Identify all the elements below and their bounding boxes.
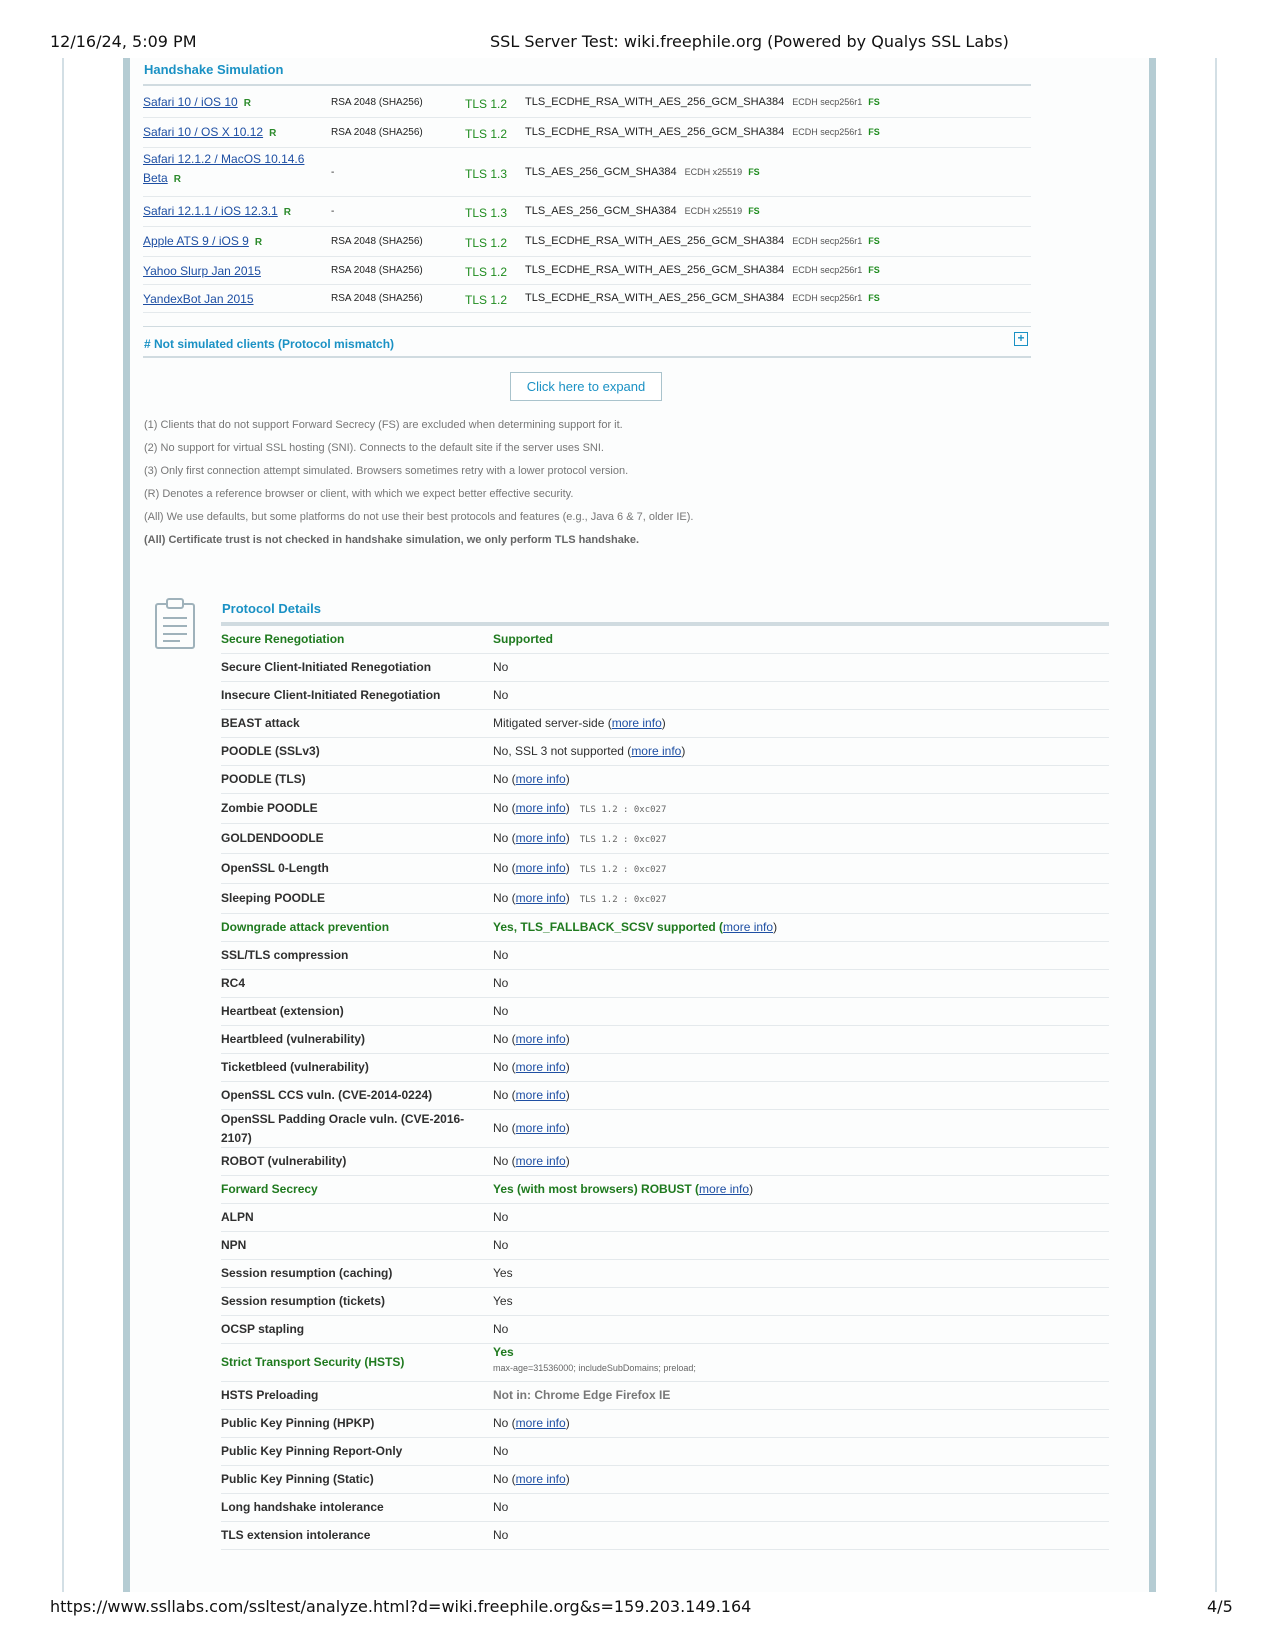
value-text: No (	[493, 861, 516, 875]
value-close: )	[661, 716, 666, 730]
client-link[interactable]: Apple ATS 9 / iOS 9	[143, 234, 249, 248]
cert-cell: RSA 2048 (SHA256)	[331, 236, 423, 247]
handshake-row	[143, 227, 1031, 257]
protocol-label: Public Key Pinning Report-Only	[221, 1444, 403, 1458]
cipher-suite-cell	[525, 235, 880, 247]
client-link[interactable]: YandexBot Jan 2015	[143, 292, 254, 306]
note-line: (2) No support for virtual SSL hosting (SNI). Connects to the default site if the server uses SNI.	[144, 442, 604, 454]
protocol-label: Forward Secrecy	[221, 1182, 318, 1196]
cipher-suite: TLS_AES_256_GCM_SHA384	[525, 166, 677, 178]
forward-secrecy-badge: FS	[868, 127, 880, 137]
protocol-value	[493, 1004, 508, 1018]
value-close: )	[773, 920, 778, 934]
more-info-link[interactable]: more info	[515, 1472, 566, 1486]
protocol-label: HSTS Preloading	[221, 1388, 319, 1402]
value-close: )	[565, 1416, 570, 1430]
cert-cell: RSA 2048 (SHA256)	[331, 127, 423, 138]
more-info-link[interactable]: more info	[515, 1032, 566, 1046]
cipher-id: TLS 1.2 : 0xc027	[579, 895, 667, 905]
cipher-suite-cell	[525, 166, 760, 178]
note-line: (3) Only first connection attempt simulated. Browsers sometimes retry with a lower protocol version.	[144, 465, 629, 477]
protocol-row	[221, 1344, 1109, 1382]
reference-badge: R	[243, 98, 251, 109]
client-cell	[143, 262, 318, 281]
value-text: No (	[493, 1088, 516, 1102]
cipher-suite: TLS_ECDHE_RSA_WITH_AES_256_GCM_SHA384	[525, 264, 785, 276]
print-date: 12/16/24, 5:09 PM	[50, 32, 197, 51]
protocol-value	[493, 1121, 570, 1135]
protocol-value	[493, 1388, 670, 1402]
value-close: )	[565, 1472, 570, 1486]
cipher-suite-cell	[525, 264, 880, 276]
value-text: No (	[493, 891, 516, 905]
protocol-row	[221, 710, 1109, 738]
value-text: No	[493, 976, 509, 990]
key-exchange: ECDH secp256r1	[792, 97, 863, 107]
protocol-row	[221, 942, 1109, 970]
value-text: No	[493, 660, 509, 674]
value-close: )	[681, 744, 686, 758]
client-cell	[143, 150, 318, 189]
protocol-row	[221, 1382, 1109, 1410]
cipher-id: TLS 1.2 : 0xc027	[579, 835, 667, 845]
forward-secrecy-badge: FS	[748, 167, 760, 177]
protocol-cell: TLS 1.2	[465, 97, 508, 111]
protocol-value	[493, 1032, 570, 1046]
more-info-link[interactable]: more info	[515, 891, 566, 905]
protocol-label: Heartbeat (extension)	[221, 1004, 344, 1018]
key-exchange: ECDH secp256r1	[792, 265, 863, 275]
value-text: No (	[493, 1060, 516, 1074]
protocol-value	[493, 1345, 696, 1373]
protocol-row	[221, 626, 1109, 654]
client-cell	[143, 202, 318, 222]
handshake-row	[143, 285, 1031, 313]
section-divider	[143, 356, 1031, 358]
key-exchange: ECDH secp256r1	[792, 127, 863, 137]
protocol-row	[221, 1054, 1109, 1082]
value-text: Supported	[493, 632, 553, 646]
value-text: No	[493, 948, 509, 962]
cipher-suite: TLS_ECDHE_RSA_WITH_AES_256_GCM_SHA384	[525, 126, 785, 138]
more-info-link[interactable]: more info	[515, 801, 566, 815]
protocol-label: ALPN	[221, 1210, 254, 1224]
value-text: Yes	[493, 1294, 513, 1308]
protocol-row	[221, 1288, 1109, 1316]
client-cell	[143, 93, 318, 113]
protocol-row	[221, 884, 1109, 914]
protocol-row	[221, 1148, 1109, 1176]
value-text: No (	[493, 1154, 516, 1168]
protocol-cell: TLS 1.2	[465, 293, 508, 307]
protocol-label: Insecure Client-Initiated Renegotiation	[221, 688, 441, 702]
protocol-row	[221, 738, 1109, 766]
protocol-row	[221, 1232, 1109, 1260]
cert-cell: -	[331, 167, 335, 178]
protocol-row	[221, 854, 1109, 884]
note-line: (R) Denotes a reference browser or client, with which we expect better effective security.	[144, 488, 574, 500]
print-url: https://www.ssllabs.com/ssltest/analyze.html?d=wiki.freephile.org&s=159.203.149.164	[50, 1597, 752, 1616]
value-text: No (	[493, 1472, 516, 1486]
not-simulated-clients-header[interactable]: # Not simulated clients (Protocol mismatch)	[144, 337, 395, 351]
protocol-row	[221, 1466, 1109, 1494]
forward-secrecy-badge: FS	[868, 265, 880, 275]
more-info-link[interactable]: more info	[515, 1088, 566, 1102]
protocol-label: OpenSSL Padding Oracle vuln. (CVE-2016-2107)	[221, 1112, 465, 1145]
protocol-label: Ticketbleed (vulnerability)	[221, 1060, 369, 1074]
handshake-row	[143, 148, 1031, 197]
protocol-row	[221, 794, 1109, 824]
protocol-value	[493, 1182, 753, 1196]
protocol-label: BEAST attack	[221, 716, 300, 730]
page-border-left	[123, 58, 130, 1592]
value-close: )	[565, 891, 570, 905]
protocol-value	[493, 976, 508, 990]
protocol-label: Zombie POODLE	[221, 801, 318, 815]
protocol-label: Sleeping POODLE	[221, 891, 326, 905]
cert-cell: RSA 2048 (SHA256)	[331, 97, 423, 108]
cipher-suite-cell	[525, 292, 880, 304]
protocol-value	[493, 688, 508, 702]
forward-secrecy-badge: FS	[868, 97, 880, 107]
protocol-value	[493, 861, 666, 875]
protocol-label: Long handshake intolerance	[221, 1500, 384, 1514]
key-exchange: ECDH x25519	[684, 206, 743, 216]
protocol-row	[221, 1260, 1109, 1288]
click-to-expand-button[interactable]: Click here to expand	[510, 372, 662, 401]
value-text: No	[493, 1500, 509, 1514]
handshake-simulation-title: Handshake Simulation	[144, 62, 284, 77]
clipboard-icon	[154, 598, 196, 650]
value-text: No (	[493, 1121, 516, 1135]
protocol-label: Session resumption (tickets)	[221, 1294, 386, 1308]
protocol-label: POODLE (SSLv3)	[221, 744, 320, 758]
protocol-label: SSL/TLS compression	[221, 948, 349, 962]
cipher-id: TLS 1.2 : 0xc027	[579, 865, 667, 875]
key-exchange: ECDH secp256r1	[792, 293, 863, 303]
note-line: (1) Clients that do not support Forward Secrecy (FS) are excluded when determining support for it.	[144, 419, 623, 431]
cert-cell: RSA 2048 (SHA256)	[331, 265, 423, 276]
protocol-row	[221, 1204, 1109, 1232]
value-text: No	[493, 1004, 509, 1018]
value-close: )	[749, 1182, 754, 1196]
print-title: SSL Server Test: wiki.freephile.org (Powered by Qualys SSL Labs)	[490, 32, 1009, 51]
cipher-id: TLS 1.2 : 0xc027	[579, 805, 667, 815]
protocol-value	[493, 772, 570, 786]
protocol-label: OCSP stapling	[221, 1322, 305, 1336]
value-close: )	[565, 801, 570, 815]
expand-plus-icon[interactable]: +	[1014, 332, 1028, 346]
protocol-row	[221, 1316, 1109, 1344]
protocol-value	[493, 801, 666, 815]
more-info-link[interactable]: more info	[631, 744, 682, 758]
protocol-value	[493, 948, 508, 962]
key-exchange: ECDH x25519	[684, 167, 743, 177]
handshake-table	[143, 88, 1031, 313]
protocol-label: Secure Renegotiation	[221, 632, 345, 646]
protocol-label: Strict Transport Security (HSTS)	[221, 1355, 405, 1369]
value-text: No (	[493, 1416, 516, 1430]
protocol-value	[493, 1444, 508, 1458]
protocol-value	[493, 1472, 570, 1486]
protocol-label: POODLE (TLS)	[221, 772, 306, 786]
protocol-label: ROBOT (vulnerability)	[221, 1154, 347, 1168]
section-divider	[143, 84, 1031, 86]
more-info-link[interactable]: more info	[515, 1154, 566, 1168]
row-divider	[143, 326, 1031, 327]
key-exchange: ECDH secp256r1	[792, 236, 863, 246]
value-text: No (	[493, 831, 516, 845]
value-close: )	[565, 861, 570, 875]
protocol-label: Session resumption (caching)	[221, 1266, 393, 1280]
protocol-label: Secure Client-Initiated Renegotiation	[221, 660, 432, 674]
protocol-row	[221, 1438, 1109, 1466]
protocol-label: Heartbleed (vulnerability)	[221, 1032, 366, 1046]
protocol-value	[493, 1154, 570, 1168]
cert-cell: -	[331, 206, 335, 217]
more-info-link[interactable]: more info	[611, 716, 662, 730]
forward-secrecy-badge: FS	[868, 293, 880, 303]
more-info-link[interactable]: more info	[515, 831, 566, 845]
protocol-row	[221, 1494, 1109, 1522]
value-close: )	[565, 1032, 570, 1046]
protocol-cell: TLS 1.2	[465, 265, 508, 279]
value-text: Yes	[493, 1345, 514, 1359]
note-line: (All) Certificate trust is not checked in handshake simulation, we only perform TLS handshake.	[144, 534, 640, 546]
protocol-value	[493, 744, 685, 758]
protocol-row	[221, 1410, 1109, 1438]
cipher-suite-cell	[525, 126, 880, 138]
protocol-value	[493, 1322, 508, 1336]
protocol-value	[493, 1500, 508, 1514]
forward-secrecy-badge: FS	[748, 206, 760, 216]
protocol-value	[493, 1088, 570, 1102]
protocol-label: Public Key Pinning (HPKP)	[221, 1416, 375, 1430]
protocol-value	[493, 660, 508, 674]
reference-badge: R	[269, 128, 277, 139]
protocol-row	[221, 1026, 1109, 1054]
value-close: )	[565, 772, 570, 786]
value-text: No, SSL 3 not supported (	[493, 744, 632, 758]
more-info-link[interactable]: more info	[699, 1182, 750, 1196]
reference-badge: R	[254, 237, 263, 248]
value-close: )	[565, 1154, 570, 1168]
value-text: Yes	[493, 1266, 513, 1280]
protocol-value	[493, 831, 666, 845]
protocol-value	[493, 1238, 508, 1252]
protocol-label: TLS extension intolerance	[221, 1528, 371, 1542]
handshake-notes	[144, 414, 1024, 552]
protocol-row	[221, 998, 1109, 1026]
value-text: Yes (with most browsers) ROBUST (	[493, 1182, 700, 1196]
value-text: No	[493, 1210, 509, 1224]
more-info-link[interactable]: more info	[515, 861, 566, 875]
protocol-cell: TLS 1.2	[465, 127, 508, 141]
page-border-right-outer	[1215, 58, 1217, 1592]
protocol-label: OpenSSL CCS vuln. (CVE-2014-0224)	[221, 1088, 433, 1102]
protocol-label: Public Key Pinning (Static)	[221, 1472, 374, 1486]
protocol-value	[493, 1060, 570, 1074]
protocol-label: NPN	[221, 1238, 247, 1252]
value-text: Yes, TLS_FALLBACK_SCSV supported (	[493, 920, 724, 934]
protocol-label: GOLDENDOODLE	[221, 831, 324, 845]
handshake-row	[143, 118, 1031, 148]
protocol-value	[493, 1294, 513, 1308]
protocol-row	[221, 1522, 1109, 1550]
more-info-link[interactable]: more info	[515, 1121, 566, 1135]
protocol-row	[221, 970, 1109, 998]
handshake-row	[143, 197, 1031, 227]
value-text: No	[493, 1322, 509, 1336]
value-text: No	[493, 1528, 509, 1542]
cipher-suite-cell	[525, 205, 760, 217]
client-link[interactable]: Safari 12.1.1 / iOS 12.3.1	[143, 204, 278, 218]
value-text: No	[493, 1238, 509, 1252]
handshake-row	[143, 88, 1031, 118]
value-text: No (	[493, 772, 516, 786]
client-cell	[143, 232, 318, 252]
protocol-value	[493, 891, 666, 905]
client-link[interactable]: Yahoo Slurp Jan 2015	[143, 264, 261, 278]
print-page-number: 4/5	[1207, 1597, 1233, 1616]
protocol-details-title: Protocol Details	[222, 601, 321, 616]
protocol-label: Downgrade attack prevention	[221, 920, 390, 934]
protocol-row	[221, 654, 1109, 682]
protocol-value	[493, 1266, 513, 1280]
protocol-label: RC4	[221, 976, 246, 990]
protocol-row	[221, 682, 1109, 710]
cipher-suite-cell	[525, 96, 880, 108]
cipher-suite: TLS_ECDHE_RSA_WITH_AES_256_GCM_SHA384	[525, 292, 785, 304]
page-border-right	[1149, 58, 1156, 1592]
handshake-row	[143, 257, 1031, 285]
protocol-value	[493, 1528, 508, 1542]
cert-cell: RSA 2048 (SHA256)	[331, 293, 423, 304]
value-close: )	[565, 1121, 570, 1135]
value-close: )	[565, 1088, 570, 1102]
value-text: No (	[493, 1032, 516, 1046]
protocol-row	[221, 824, 1109, 854]
forward-secrecy-badge: FS	[868, 236, 880, 246]
more-info-link[interactable]: more info	[515, 1416, 566, 1430]
reference-badge: R	[283, 207, 291, 218]
page-border-left-outer	[62, 58, 64, 1592]
cipher-suite: TLS_ECDHE_RSA_WITH_AES_256_GCM_SHA384	[525, 96, 785, 108]
protocol-row	[221, 1176, 1109, 1204]
protocol-value	[493, 632, 553, 646]
value-text: No	[493, 688, 509, 702]
protocol-label: OpenSSL 0-Length	[221, 861, 329, 875]
more-info-link[interactable]: more info	[515, 1060, 566, 1074]
protocol-row	[221, 1110, 1109, 1148]
hsts-policy: max-age=31536000; includeSubDomains; preload;	[493, 1363, 696, 1373]
protocol-value	[493, 1416, 570, 1430]
cipher-suite: TLS_AES_256_GCM_SHA384	[525, 205, 677, 217]
client-cell	[143, 123, 318, 143]
client-cell	[143, 290, 318, 309]
value-close: )	[565, 1060, 570, 1074]
more-info-link[interactable]: more info	[515, 772, 566, 786]
protocol-value	[493, 920, 777, 934]
protocol-value	[493, 716, 666, 730]
protocol-cell: TLS 1.3	[465, 167, 508, 181]
client-link[interactable]: Safari 10 / OS X 10.12	[143, 125, 264, 139]
client-link[interactable]: Safari 12.1.2 / MacOS 10.14.6 Beta	[143, 152, 305, 185]
protocol-cell: TLS 1.2	[465, 236, 508, 250]
protocol-cell: TLS 1.3	[465, 206, 508, 220]
protocol-row	[221, 1082, 1109, 1110]
client-link[interactable]: Safari 10 / iOS 10	[143, 95, 238, 109]
value-text: Mitigated server-side (	[493, 716, 612, 730]
note-line: (All) We use defaults, but some platforms do not use their best protocols and features (e.g., Java 6 & 7, older IE).	[144, 511, 694, 523]
protocol-row	[221, 766, 1109, 794]
cipher-suite: TLS_ECDHE_RSA_WITH_AES_256_GCM_SHA384	[525, 235, 785, 247]
more-info-link[interactable]: more info	[723, 920, 774, 934]
value-text: Not in: Chrome Edge Firefox IE	[493, 1388, 671, 1402]
protocol-value	[493, 1210, 508, 1224]
value-close: )	[565, 831, 570, 845]
reference-badge: R	[173, 174, 181, 185]
protocol-details-table	[221, 626, 1109, 1550]
value-text: No (	[493, 801, 516, 815]
value-text: No	[493, 1444, 509, 1458]
protocol-row	[221, 914, 1109, 942]
